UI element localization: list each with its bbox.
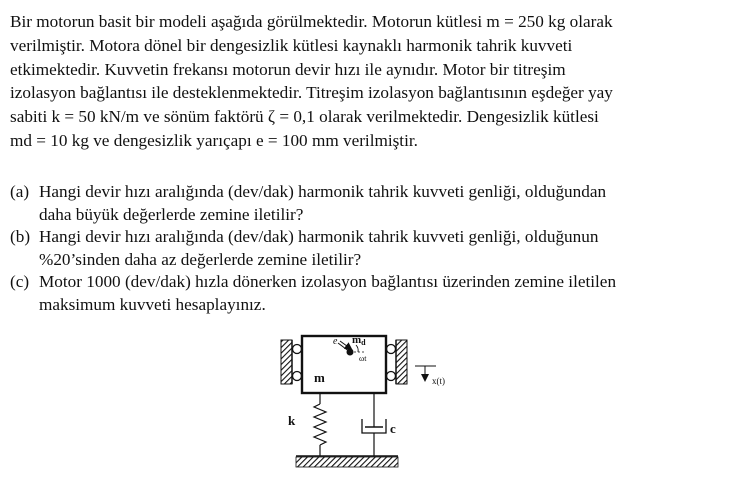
displacement-label: x(t) bbox=[432, 376, 445, 386]
problem-line: verilmiştir. Motora dönel bir dengesizlik kütlesi kaynaklı harmonik tahrik kuvveti bbox=[10, 35, 573, 55]
left-wall bbox=[281, 340, 292, 384]
problem-line: md = 10 kg ve dengesizlik yarıçapı e = 100 mm verilmiştir. bbox=[10, 130, 418, 150]
question-tag: (c) bbox=[10, 272, 30, 292]
eccentricity-label: e bbox=[333, 336, 338, 347]
question-line: %20’sinden daha az değerlerde zemine iletilir? bbox=[39, 249, 362, 269]
spring bbox=[288, 393, 326, 456]
question-line: maksimum kuvveti hesaplayınız. bbox=[39, 294, 266, 314]
unbalance-mass-dot bbox=[347, 349, 354, 356]
left-guide-rollers bbox=[293, 345, 302, 381]
displacement-indicator bbox=[415, 366, 445, 386]
damper bbox=[362, 393, 396, 456]
question-tag: (b) bbox=[10, 227, 31, 247]
question-tag: (a) bbox=[10, 182, 30, 201]
damper-label: c bbox=[390, 421, 396, 436]
question-line: daha büyük değerlerde zemine iletilir? bbox=[39, 204, 304, 224]
mass-label: m bbox=[314, 370, 325, 385]
ground bbox=[296, 456, 398, 467]
angle-label: ωt bbox=[359, 354, 367, 363]
problem-line: etkimektedir. Kuvvetin frekansı motorun devir hızı ile aynıdır. Motor bir titreşim bbox=[10, 59, 566, 79]
problem-line: izolasyon bağlantısı ile desteklenmektedir. Titreşim izolasyon bağlantısının eşdeğer yay bbox=[10, 83, 613, 103]
right-wall bbox=[396, 340, 407, 384]
right-guide-rollers bbox=[387, 345, 396, 381]
problem-line: Bir motorun basit bir modeli aşağıda görülmektedir. Motorun kütlesi m = 250 kg olarak bbox=[10, 12, 613, 31]
spring-label: k bbox=[288, 413, 296, 428]
problem-line: sabiti k = 50 kN/m ve sönüm faktörü ζ = 0,1 olarak verilmektedir. Dengesizlik kütlesi bbox=[10, 107, 599, 127]
unbalance-mass-label: md bbox=[352, 334, 366, 347]
question-line: Hangi devir hızı aralığında (dev/dak) harmonik tahrik kuvveti genliği, olduğundan bbox=[39, 182, 607, 201]
question-line: Motor 1000 (dev/dak) hızla dönerken izolasyon bağlantısı üzerinden zemine iletilen bbox=[39, 272, 617, 292]
question-line: Hangi devir hızı aralığında (dev/dak) harmonik tahrik kuvveti genliği, olduğunun bbox=[39, 227, 599, 247]
